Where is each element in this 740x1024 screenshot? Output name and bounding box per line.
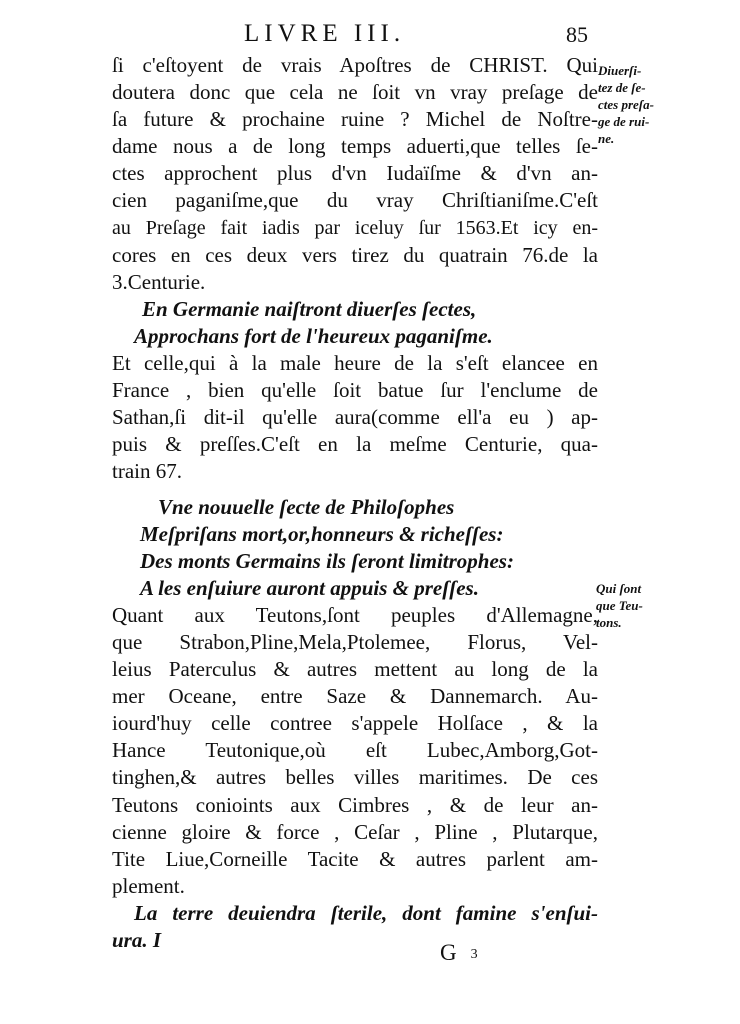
text-line: cienne gloire & force , Ceſar , Pline , Plutarque, <box>112 819 598 844</box>
margin-note <box>596 580 666 631</box>
text-line: Tite Liue,Corneille Tacite & autres parlent am- <box>112 846 598 871</box>
margin-note-line: tons. <box>596 615 622 630</box>
signature-number: 3 <box>470 946 478 962</box>
running-title: LIVRE III. <box>244 20 406 47</box>
margin-note-line: que Teu- <box>596 598 643 613</box>
text-line: cien paganiſme,que du vray Chriſtianiſme.C'eſt <box>112 188 598 213</box>
verse-line: En Germanie naiſtront diuerſes ſectes, <box>142 296 477 321</box>
text-line: ſa future & prochaine ruine ? Michel de Noſtre- <box>112 107 598 132</box>
margin-note-line: Diuerſi- <box>598 63 642 78</box>
text-line: au Preſage fait iadis par iceluy ſur 1563.Et icy en- <box>112 216 598 239</box>
text-line: Et celle,qui à la male heure de la s'eſt elancee en <box>112 351 598 376</box>
text-line: Teutons conioints aux Cimbres , & de leur an- <box>112 792 598 817</box>
text-line: iourd'huy celle contree s'appele Holſace , & la <box>112 711 598 736</box>
margin-note-line: ctes preſa- <box>598 97 654 112</box>
text-line: Sathan,ſi dit-il qu'elle aura(comme ell'a eu ) ap- <box>112 405 598 430</box>
text-line: ſi c'eſtoyent de vrais Apoſtres de CHRIST. Qui <box>112 53 598 77</box>
text-line: plement. <box>112 873 185 898</box>
verse-line: A les enſuiure auront appuis & preſſes. <box>140 575 479 600</box>
text-line: Hance Teutonique,où eſt Lubec,Amborg,Got- <box>112 738 598 763</box>
text-line: doutera donc que cela ne ſoit vn vray preſage de <box>112 80 598 105</box>
text-line: 3.Centurie. <box>112 269 206 294</box>
text-line: puis & preſſes.C'eſt en la meſme Centurie, qua- <box>112 432 598 457</box>
margin-note-line: Qui ſont <box>596 581 642 596</box>
text-line: train 67. <box>112 459 182 484</box>
main-text <box>112 52 598 954</box>
text-line: mer Oceane, entre Saze & Dannemarch. Au- <box>112 684 598 709</box>
signature-mark <box>440 940 478 966</box>
text-line: Quant aux Teutons,ſont peuples d'Allemagne, <box>112 602 598 627</box>
text-line: ctes approchent plus d'vn Iudaïſme & d'vn an- <box>112 161 598 186</box>
page-number: 85 <box>566 22 588 47</box>
verse-line: La terre deuiendra ſterile, dont famine s'enſui- <box>134 900 598 925</box>
verse-line: Approchans fort de l'heureux paganiſme. <box>134 323 493 348</box>
text-line: cores en ces deux vers tirez du quatrain 76.de la <box>112 242 598 267</box>
margin-note-line: ne. <box>598 131 615 146</box>
margin-note-line: ge de rui- <box>598 114 650 129</box>
verse-line: Des monts Germains ils ſeront limitrophes: <box>140 548 514 573</box>
text-line: que Strabon,Pline,Mela,Ptolemee, Florus, Vel- <box>112 629 598 654</box>
verse-line: Vne nouuelle ſecte de Philoſophes <box>158 494 455 519</box>
text-line: France , bien qu'elle ſoit batue ſur l'enclume de <box>112 378 598 403</box>
signature-letter: G <box>440 940 457 965</box>
verse-line: ura. I <box>112 928 162 952</box>
margin-note <box>598 62 668 147</box>
margin-note-line: tez de ſe- <box>598 80 646 95</box>
text-line: tinghen,& autres belles villes maritimes. De ces <box>112 765 598 790</box>
verse-line: Meſpriſans mort,or,honneurs & richeſſes: <box>140 521 504 546</box>
text-line: leius Paterculus & autres mettent au long de la <box>112 657 598 682</box>
text-line: dame nous a de long temps aduerti,que telles ſe- <box>112 134 598 159</box>
